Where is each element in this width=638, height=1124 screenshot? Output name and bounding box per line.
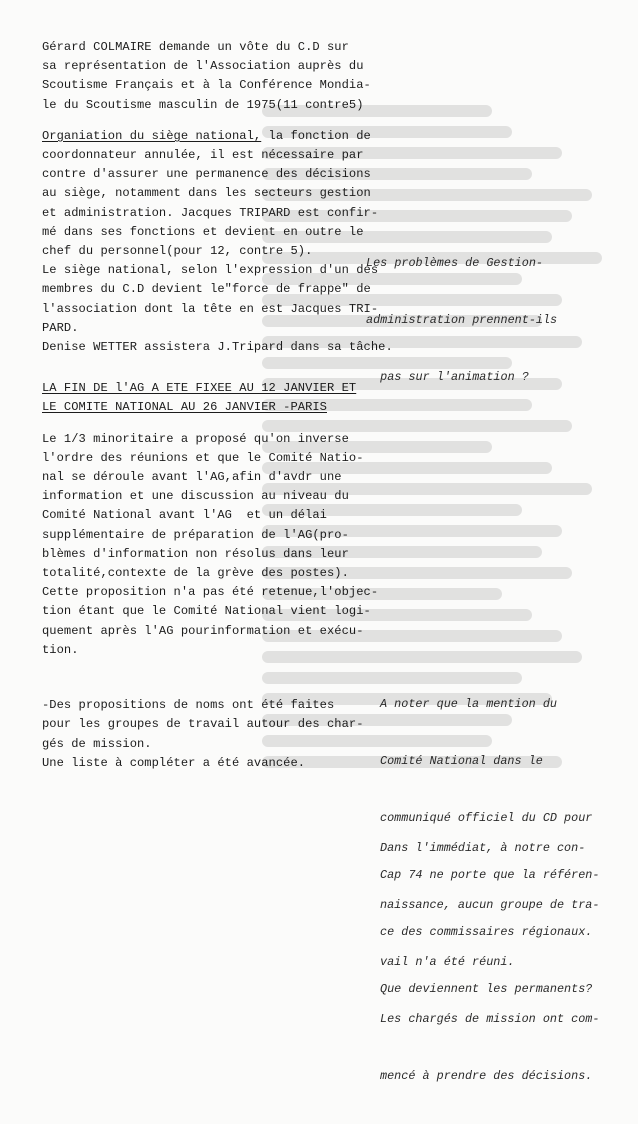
main-column [42, 38, 402, 773]
margin-note-groupes [380, 801, 599, 1124]
margin-note-gestion [366, 216, 557, 425]
text-line: chef du personnel(pour 12, contre 5). [42, 244, 313, 259]
siege-national-paragraph [42, 127, 402, 357]
text-line: blèmes d'information non résolus dans leur [42, 546, 349, 561]
text-line: Comité National avant l'AG et un délai [42, 508, 327, 523]
text-line: totalité,contexte de la grève des postes). [42, 566, 349, 581]
text-line: quement après l'AG pourinformation et exécu- [42, 623, 364, 638]
note-line: Cap 74 ne porte que la référen- [380, 868, 600, 882]
dates-heading [42, 379, 402, 417]
note-line: vail n'a été réuni. [380, 955, 515, 969]
text-line: coordonnateur annulée, il est nécessaire par [42, 148, 364, 163]
note-line: ce des commissaires régionaux. [380, 925, 593, 939]
note-line: administration prennent-ils [366, 313, 558, 327]
note-line: pas sur l'animation ? [366, 370, 529, 384]
text-line: supplémentaire de préparation de l'AG(pro- [42, 527, 349, 542]
note-line: Comité National dans le [380, 754, 543, 768]
text-line: nal se déroule avant l'AG,afin d'avdr une [42, 470, 342, 485]
working-groups-paragraph [42, 696, 402, 773]
text-line: l'association dont la tête en est Jacques TRI- [42, 301, 379, 316]
text-line: Scoutisme Français et à la Conférence Mondia- [42, 78, 371, 93]
text-line: au siège, notamment dans les secteurs gestion [42, 186, 371, 201]
text-line: -Des propositions de noms ont été faites [42, 698, 335, 713]
text-line: Cette proposition n'a pas été retenue,l'objec- [42, 585, 379, 600]
note-line: Dans l'immédiat, à notre con- [380, 841, 586, 855]
text-line: mé dans ses fonctions et devient en outre le [42, 224, 364, 239]
note-line: Les chargés de mission ont com- [380, 1012, 600, 1026]
text-line: contre d'assurer une permanence des décisions [42, 167, 371, 182]
note-line: Les problèmes de Gestion- [366, 256, 543, 270]
colmaire-vote-paragraph [42, 38, 402, 115]
note-line: naissance, aucun groupe de tra- [380, 898, 600, 912]
text-line: Gérard COLMAIRE demande un vôte du C.D sur [42, 40, 349, 54]
note-line: A noter que la mention du [380, 697, 557, 711]
note-line: communiqué officiel du CD pour [380, 811, 593, 825]
text-line: Le siège national, selon l'expression d'un des [42, 263, 379, 278]
heading-line: LE COMITE NATIONAL AU 26 JANVIER -PARIS [42, 400, 327, 415]
text-line: sa représentation de l'Association auprès du [42, 59, 364, 74]
minority-proposal-paragraph [42, 430, 402, 660]
text-line: pour les groupes de travail autour des char- [42, 717, 364, 732]
text-line: information et une discussion au niveau du [42, 489, 349, 504]
text-line: membres du C.D devient le"force de frappe" de [42, 282, 371, 297]
note-line: mencé à prendre des décisions. [380, 1069, 593, 1083]
text-line: tion étant que le Comité National vient logi- [42, 604, 371, 619]
heading-line: LA FIN DE l'AG A ETE FIXEE AU 12 JANVIER ET [42, 381, 357, 396]
text-line: Le 1/3 minoritaire a proposé qu'on inverse [42, 431, 349, 446]
note-line: Que deviennent les permanents? [380, 982, 593, 996]
text-line: et administration. Jacques TRIPARD est confir- [42, 205, 379, 220]
text-line: l'ordre des réunions et que le Comité Natio- [42, 450, 364, 465]
text-line: PARD. [42, 320, 79, 335]
text-line: Une liste à compléter a été avancée. [42, 755, 306, 770]
text-line [42, 127, 402, 146]
section-heading-siege: Organiation du siège national, [42, 128, 262, 143]
text-fragment: la fonction de [261, 128, 371, 143]
text-line: le du Scoutisme masculin de 1975(11 contre5) [42, 97, 364, 112]
text-line: tion. [42, 642, 79, 657]
text-line: Denise WETTER assistera J.Tripard dans sa tâche. [42, 340, 393, 355]
text-line: gés de mission. [42, 736, 152, 751]
